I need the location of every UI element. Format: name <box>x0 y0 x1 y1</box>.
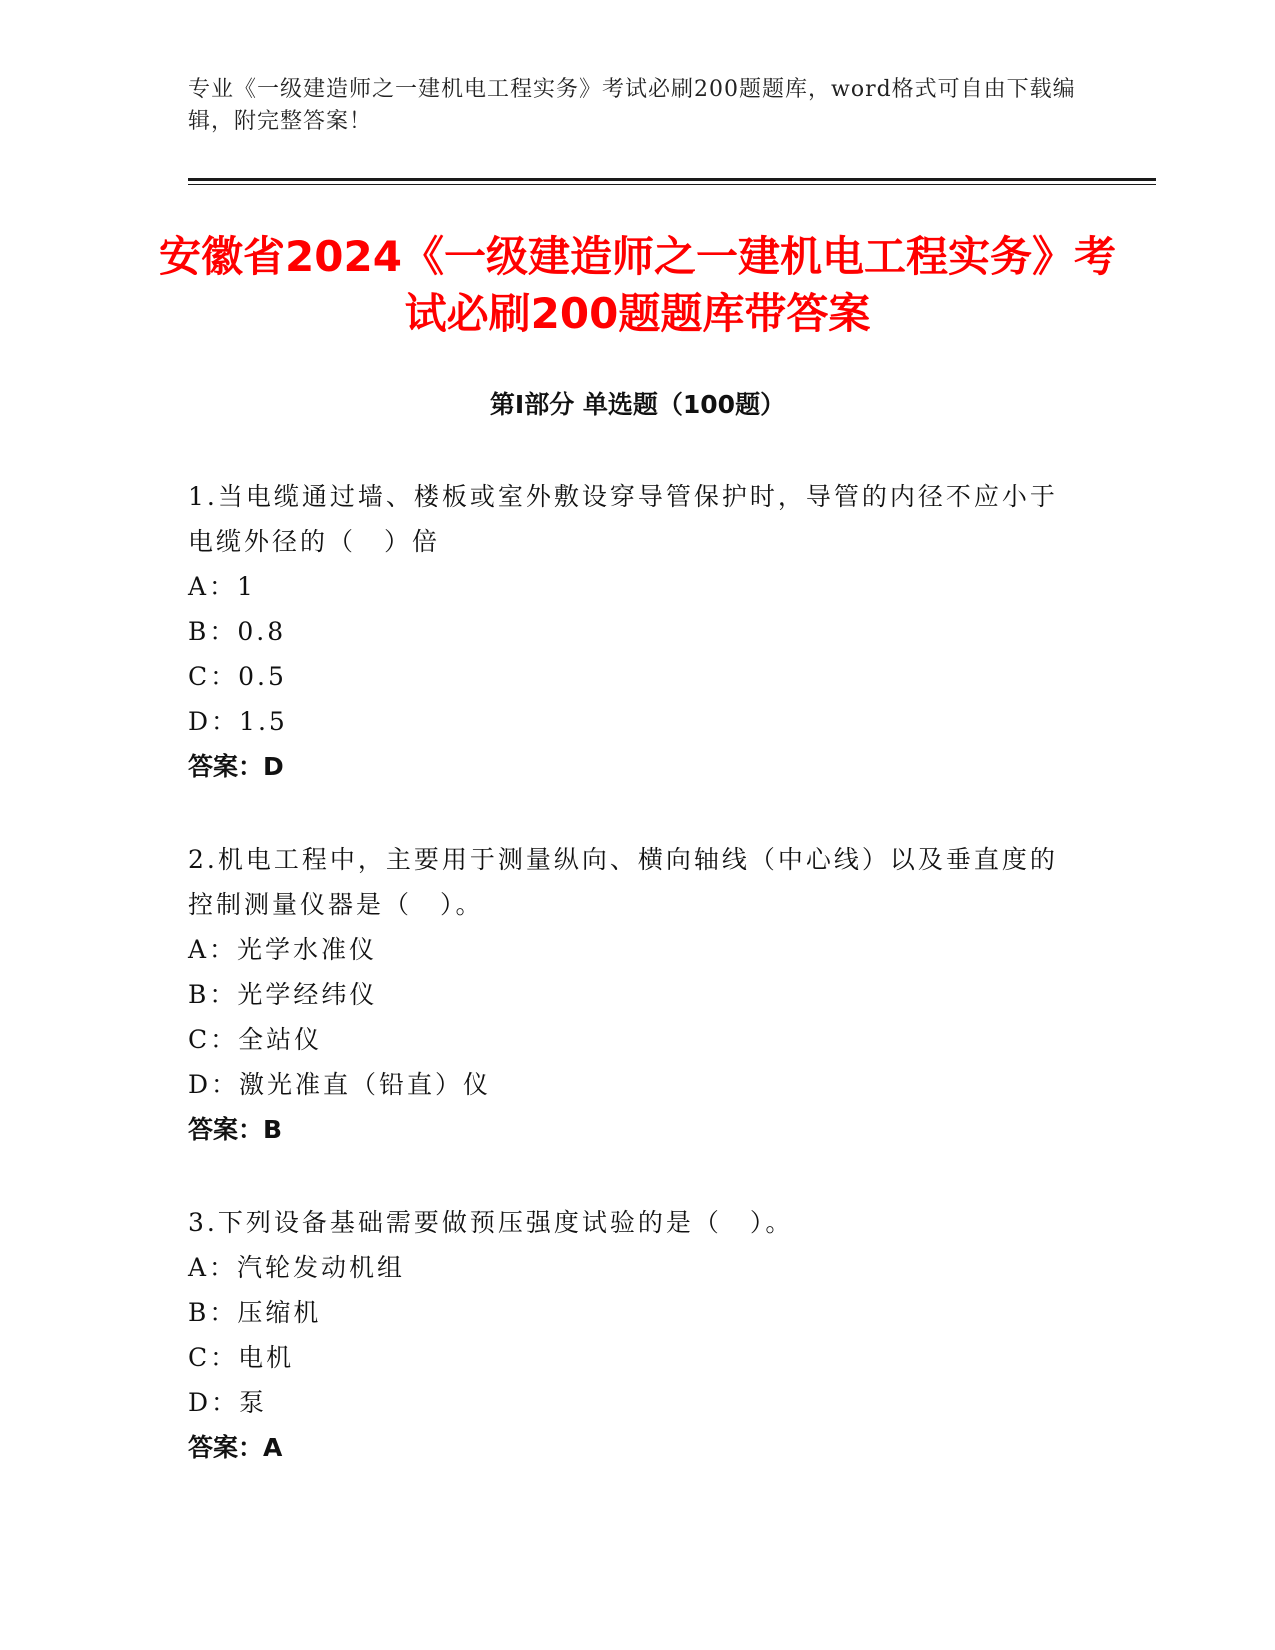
question-1 <box>188 474 1068 789</box>
answer: 答案：B <box>188 1115 283 1144</box>
document-title: 安徽省2024《一级建造师之一建机电工程实务》考试必刷200题题库带答案 <box>159 232 1116 338</box>
question-text: 2.机电工程中，主要用于测量纵向、横向轴线（中心线）以及垂直度的控制测量仪器是（ ）。 <box>188 845 1058 919</box>
option-a: A：汽轮发动机组 <box>188 1253 406 1282</box>
question-text: 1.当电缆通过墙、楼板或室外敷设穿导管保护时，导管的内径不应小于电缆外径的（ ）倍 <box>188 482 1058 556</box>
option-d: D：1.5 <box>188 707 288 736</box>
option-c: C：0.5 <box>188 662 287 691</box>
option-d: D：激光准直（铅直）仪 <box>188 1070 492 1099</box>
answer: 答案：A <box>188 1433 283 1462</box>
header-rule-thick <box>188 178 1156 181</box>
option-b: B：0.8 <box>188 617 287 646</box>
answer: 答案：D <box>188 752 284 781</box>
option-a: A：光学水准仪 <box>188 935 378 964</box>
question-3 <box>188 1200 1068 1470</box>
question-text: 3.下列设备基础需要做预压强度试验的是（ ）。 <box>188 1208 794 1237</box>
section-heading: 第Ⅰ部分 单选题（100题） <box>489 390 786 419</box>
option-d: D：泵 <box>188 1388 268 1417</box>
header-note: 专业《一级建造师之一建机电工程实务》考试必刷200题题库，word格式可自由下载编辑，附完整答案！ <box>188 77 1076 134</box>
option-a: A：1 <box>188 572 256 601</box>
header-rule-thin <box>188 184 1156 185</box>
option-b: B：压缩机 <box>188 1298 322 1327</box>
option-c: C：全站仪 <box>188 1025 323 1054</box>
question-2 <box>188 837 1068 1152</box>
option-c: C：电机 <box>188 1343 295 1372</box>
option-b: B：光学经纬仪 <box>188 980 378 1009</box>
